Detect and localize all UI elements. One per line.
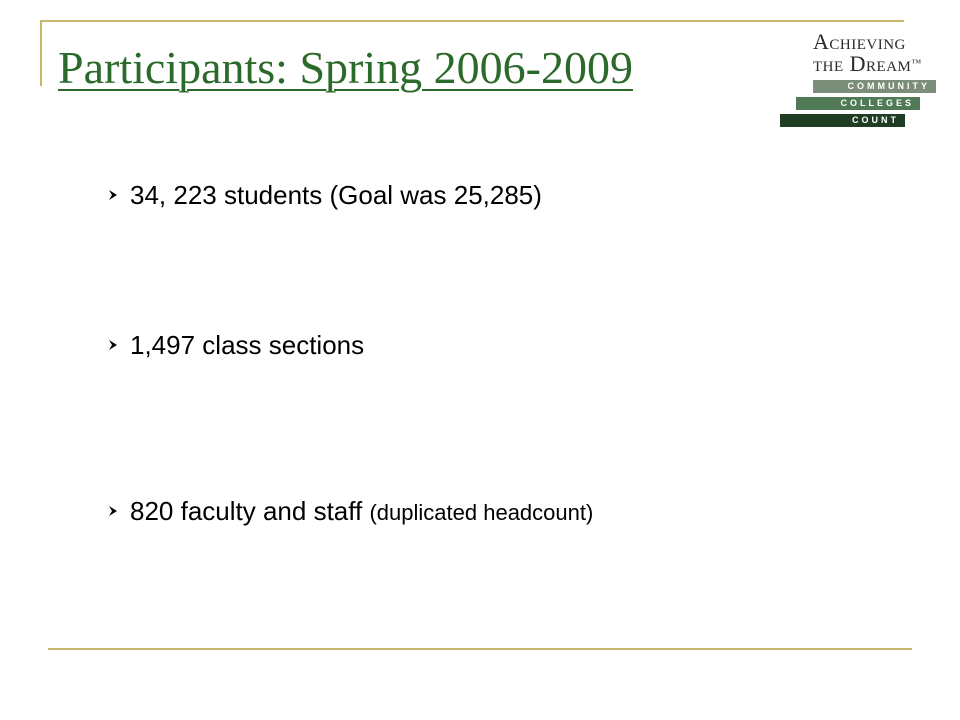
trademark-symbol: ™	[911, 58, 922, 69]
bullet-text	[130, 492, 593, 532]
bullet-note-text: (duplicated headcount)	[369, 500, 594, 525]
logo-bar-colleges: COLLEGES	[796, 97, 920, 110]
logo-line-achieving: Achieving	[813, 29, 906, 54]
logo-bar-community: COMMUNITY	[813, 80, 936, 93]
frame-left-line	[40, 20, 42, 86]
bullet-text: 1,497 class sections	[130, 330, 365, 360]
slide-title[interactable]: Participants: Spring 2006-2009	[58, 42, 633, 93]
bullet-main-text: 820 faculty and staff	[130, 496, 363, 526]
bullet-text: 34, 223 students (Goal was 25,285)	[130, 180, 542, 210]
arrowhead-bullet-icon	[108, 339, 118, 351]
achieving-the-dream-logo	[780, 30, 940, 130]
frame-bottom-line	[48, 648, 912, 650]
frame-top-line	[40, 20, 904, 22]
logo-bar-count: COUNT	[780, 114, 905, 127]
arrowhead-bullet-icon	[108, 505, 118, 517]
logo-line-the-dream: the Dream™	[813, 51, 922, 76]
arrowhead-bullet-icon	[108, 189, 118, 201]
